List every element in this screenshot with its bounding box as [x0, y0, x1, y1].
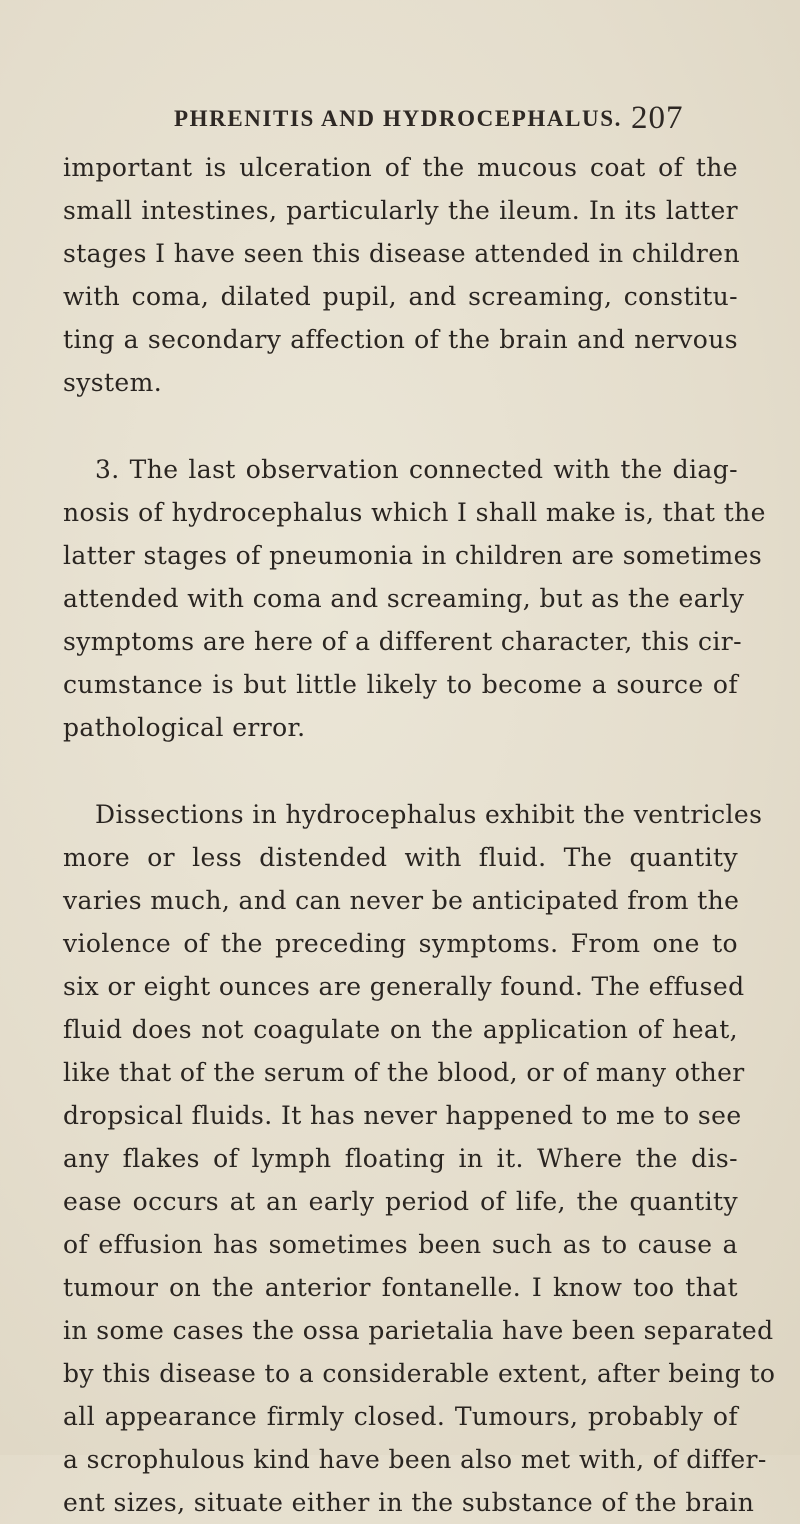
text-line: symptoms are here of a different character, this cir-: [63, 627, 742, 656]
text-line: fluid does not coagulate on the application of heat,: [63, 1015, 738, 1044]
text-line: important is ulceration of the mucous coat of the: [63, 153, 738, 182]
text-line: ent sizes, situate either in the substance of the brain: [63, 1488, 755, 1517]
text-line: nosis of hydrocephalus which I shall make is, that the: [63, 498, 766, 527]
text-line: Dissections in hydrocephalus exhibit the ventricles: [95, 800, 763, 829]
text-line: varies much, and can never be anticipated from the: [63, 886, 740, 915]
text-line: dropsical fluids. It has never happened to me to see: [63, 1101, 742, 1130]
text-line: a scrophulous kind have been also met with, of differ-: [63, 1445, 767, 1474]
paragraph-gap: [63, 749, 738, 793]
page-number: 207: [631, 100, 684, 136]
text-line: like that of the serum of the blood, or of many other: [63, 1058, 745, 1087]
text-line: more or less distended with fluid. The quantity: [63, 843, 738, 872]
text-line: by this disease to a considerable extent, after being to: [63, 1359, 776, 1388]
text-line: six or eight ounces are generally found. The effused: [63, 972, 745, 1001]
text-line: any flakes of lymph floating in it. Where the dis-: [63, 1144, 738, 1173]
text-line: in some cases the ossa parietalia have been separated: [63, 1316, 774, 1345]
paragraph-1: [63, 146, 738, 404]
body-text: [63, 146, 776, 1524]
text-line: system.: [63, 368, 163, 397]
paragraph-3: [63, 793, 776, 1524]
text-line: pathological error.: [63, 713, 306, 742]
text-line: ease occurs at an early period of life, the quantity: [63, 1187, 738, 1216]
paragraph-2: [63, 448, 766, 749]
text-line: violence of the preceding symptoms. From one to: [63, 929, 738, 958]
text-line: all appearance firmly closed. Tumours, probably of: [63, 1402, 738, 1431]
text-line: 3. The last observation connected with the diag-: [95, 455, 738, 484]
text-line: small intestines, particularly the ileum. In its latter: [63, 196, 738, 225]
text-line: of effusion has sometimes been such as to cause a: [63, 1230, 738, 1259]
text-line: stages I have seen this disease attended in children: [63, 239, 740, 268]
paragraph-gap: [63, 404, 738, 448]
running-head: PHRENITIS AND HYDROCEPHALUS.: [174, 106, 622, 131]
page-header: [0, 100, 800, 140]
text-line: cumstance is but little likely to become a source of: [63, 670, 738, 699]
text-line: attended with coma and screaming, but as the early: [63, 584, 745, 613]
text-line: latter stages of pneumonia in children are sometimes: [63, 541, 763, 570]
text-line: tumour on the anterior fontanelle. I know too that: [63, 1273, 738, 1302]
text-line: with coma, dilated pupil, and screaming, constitu-: [63, 282, 738, 311]
text-line: ting a secondary affection of the brain and nervous: [63, 325, 738, 354]
